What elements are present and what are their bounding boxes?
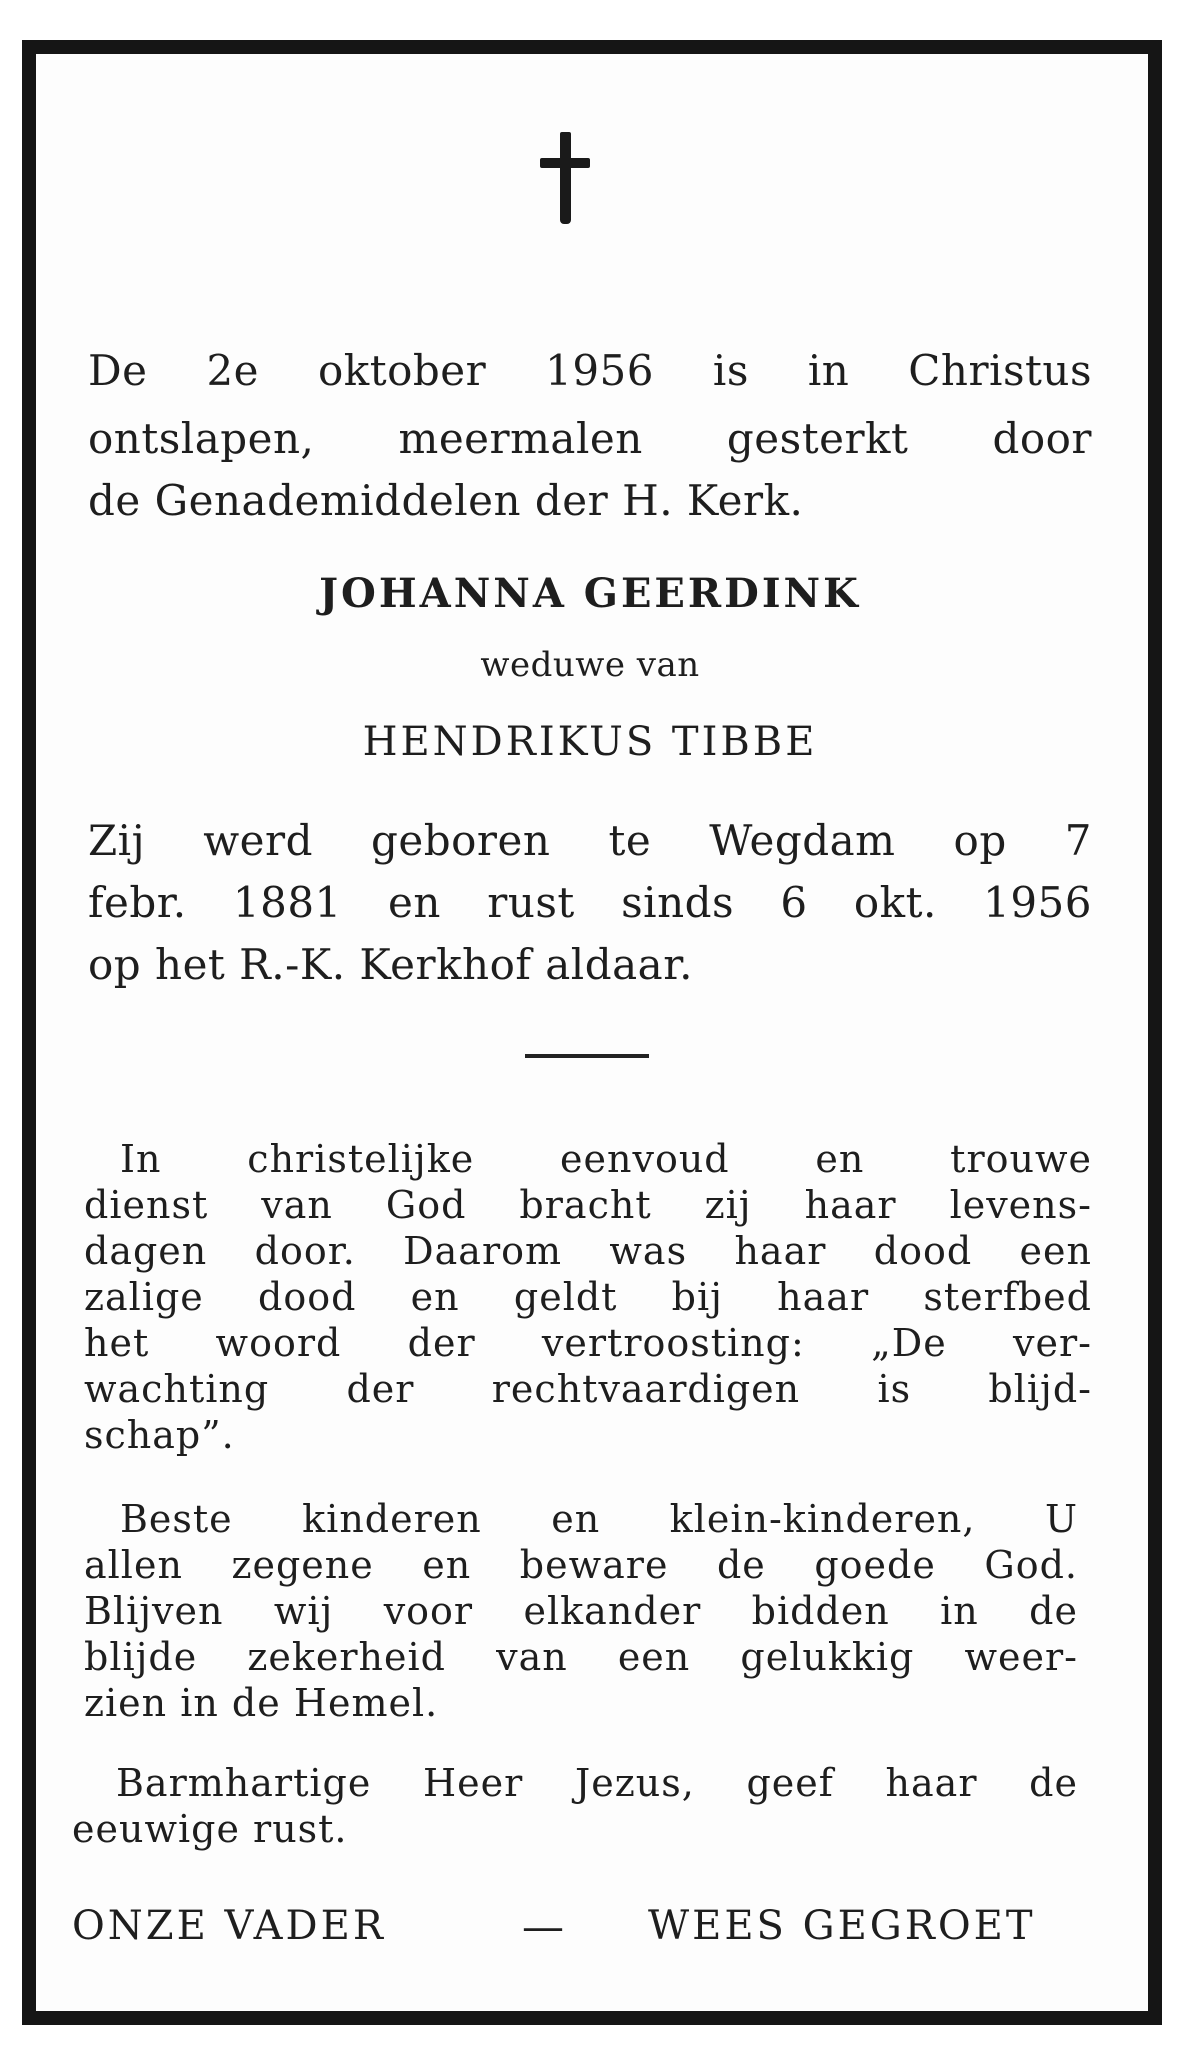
birth-line-2: febr. 1881 en rust sinds 6 okt. 1956 <box>88 878 1092 927</box>
paragraph1-line-4: zalige dood en geldt bij haar sterfbed <box>84 1275 1092 1319</box>
divider <box>525 1054 649 1058</box>
paragraph1-line-6: wachting der rechtvaardigen is blijd- <box>84 1367 1092 1411</box>
cross-icon <box>540 132 590 224</box>
paragraph2-line-4: blijde zekerheid van een gelukkig weer- <box>84 1635 1078 1679</box>
paragraph2-line-1: Beste kinderen en klein-kinderen, U <box>120 1497 1078 1541</box>
paragraph1-line-2: dienst van God bracht zij haar levens- <box>84 1183 1092 1227</box>
prayer-separator: — <box>522 1902 565 1951</box>
intro-line-3: de Genademiddelen der H. Kerk. <box>88 476 804 525</box>
relation-text: weduwe van <box>480 645 700 685</box>
spouse-name: HENDRIKUS TIBBE <box>362 719 818 765</box>
paragraph3-line-1: Barmhartige Heer Jezus, geef haar de <box>116 1761 1078 1805</box>
paragraph1-line-3: dagen door. Daarom was haar dood een <box>84 1229 1092 1273</box>
birth-line-1: Zij werd geboren te Wegdam op 7 <box>88 816 1092 865</box>
paragraph2-line-2: allen zegene en beware de goede God. <box>84 1543 1078 1587</box>
paragraph3-line-2: eeuwige rust. <box>72 1807 348 1851</box>
memorial-card <box>22 40 1162 2025</box>
paragraph1-line-7: schap”. <box>84 1413 235 1457</box>
prayer-onze-vader: ONZE VADER <box>72 1903 386 1949</box>
intro-line-1: De 2e oktober 1956 is in Christus <box>88 346 1092 395</box>
paragraph1-line-5: het woord der vertroosting: „De ver- <box>84 1321 1092 1365</box>
paragraph2-line-3: Blijven wij voor elkander bidden in de <box>84 1589 1078 1633</box>
deceased-name: JOHANNA GEERDINK <box>319 570 861 617</box>
paragraph1-line-1: In christelijke eenvoud en trouwe <box>120 1137 1092 1181</box>
birth-line-3: op het R.-K. Kerkhof aldaar. <box>88 940 694 989</box>
prayer-wees-gegroet: WEES GEGROET <box>648 1903 1036 1949</box>
paragraph2-line-5: zien in de Hemel. <box>84 1681 439 1725</box>
intro-line-2: ontslapen, meermalen gesterkt door <box>88 414 1092 463</box>
